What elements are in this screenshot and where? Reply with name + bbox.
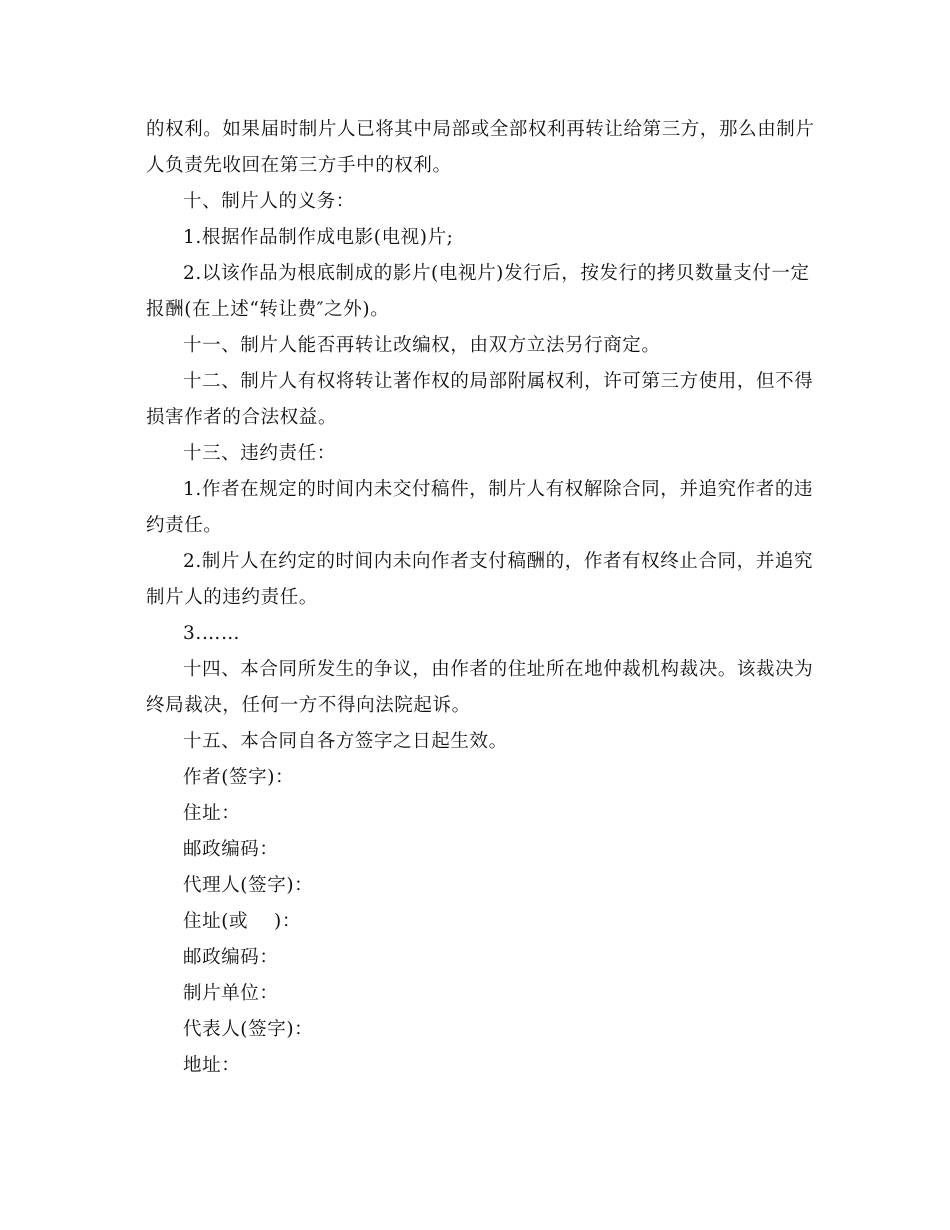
signature-field-producer-unit: 制片单位： bbox=[183, 983, 279, 1004]
clause-13-item-2: 2.制片人在约定的时间内未向作者支付稿酬的，作者有权终止合同，并追究 bbox=[183, 551, 814, 572]
clause-10-item-1: 1.根据作品制作成电影(电视)片; bbox=[183, 227, 454, 248]
clause-10-item-2-cont: 报酬(在上述“转让费″之外)。 bbox=[146, 299, 390, 320]
signature-field-author-address: 住址： bbox=[183, 803, 241, 824]
clause-12: 十二、制片人有权将转让著作权的局部附属权利，许可第三方使用，但不得 bbox=[183, 371, 814, 392]
clause-13-item-2-cont: 制片人的违约责任。 bbox=[146, 587, 318, 608]
paragraph-continuation: 的权利。如果届时制片人已将其中局部或全部权利再转让给第三方，那么由制片 bbox=[146, 119, 815, 140]
signature-field-agent-address: 住址(或 )： bbox=[183, 911, 301, 932]
clause-10-item-2: 2.以该作品为根底制成的影片(电视片)发行后，按发行的拷贝数量支付一定 bbox=[183, 263, 810, 284]
contract-body bbox=[146, 112, 815, 1084]
clause-15: 十五、本合同自各方签字之日起生效。 bbox=[183, 731, 508, 752]
clause-10-heading: 十、制片人的义务： bbox=[183, 191, 355, 212]
clause-14-cont: 终局裁决，任何一方不得向法院起诉。 bbox=[146, 695, 471, 716]
signature-field-agent-postcode: 邮政编码： bbox=[183, 947, 279, 968]
clause-13-item-3: 3.…… bbox=[183, 623, 241, 644]
signature-field-agent: 代理人(签字)： bbox=[183, 875, 314, 896]
signature-field-author: 作者(签字)： bbox=[183, 767, 295, 788]
signature-field-author-postcode: 邮政编码： bbox=[183, 839, 279, 860]
clause-12-cont: 损害作者的合法权益。 bbox=[146, 407, 338, 428]
signature-field-producer-address: 地址： bbox=[183, 1055, 241, 1076]
clause-13-heading: 十三、违约责任： bbox=[183, 443, 336, 464]
clause-13-item-1-cont: 约责任。 bbox=[146, 515, 223, 536]
clause-13-item-1: 1.作者在规定的时间内未交付稿件，制片人有权解除合同，并追究作者的违 bbox=[183, 479, 814, 500]
clause-14: 十四、本合同所发生的争议，由作者的住址所在地仲裁机构裁决。该裁决为 bbox=[183, 659, 814, 680]
clause-11: 十一、制片人能否再转让改编权，由双方立法另行商定。 bbox=[183, 335, 661, 356]
paragraph-continuation: 人负责先收回在第三方手中的权利。 bbox=[146, 155, 452, 176]
signature-field-representative: 代表人(签字)： bbox=[183, 1019, 314, 1040]
